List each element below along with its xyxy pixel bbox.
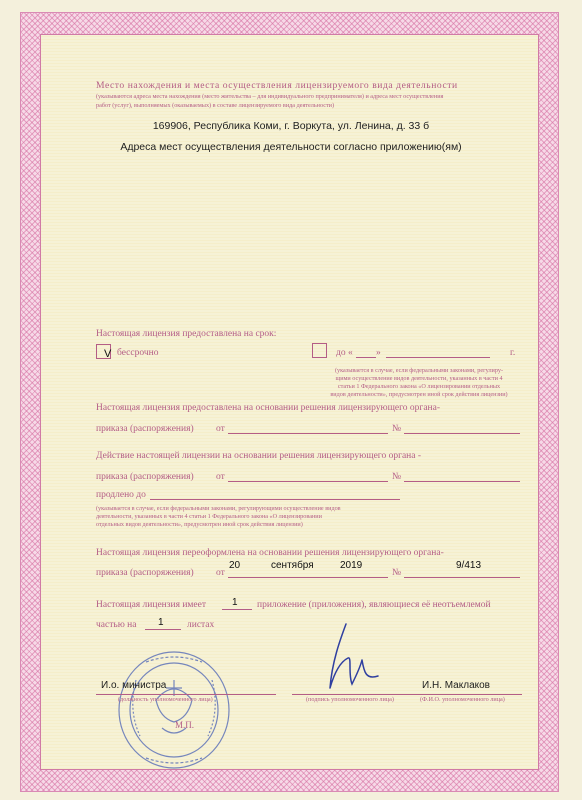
until-label: до « <box>336 348 353 358</box>
extended-until-label: продлено до <box>96 490 146 500</box>
reissue-number-line <box>404 577 520 578</box>
basis-number-line <box>404 433 520 434</box>
reissue-number-label: № <box>392 568 402 578</box>
location-heading: Место нахождения и места осуществления лицензируемого вида деятельности <box>96 80 458 91</box>
extension-line: Действие настоящей лицензии на основании решения лицензирующего органа - <box>96 451 422 461</box>
term-heading: Настоящая лицензия предоставлена на срок: <box>96 329 277 339</box>
reissue-month: сентября <box>271 560 314 571</box>
annex-count: 1 <box>232 597 238 608</box>
basis-date-line <box>228 433 388 434</box>
signer-position: И.о. министра <box>101 680 167 691</box>
annex-count-line <box>222 609 252 610</box>
reissue-date-line <box>228 577 388 578</box>
reissue-line: Настоящая лицензия переоформлена на основании решения лицензирующего органа- <box>96 548 444 558</box>
until-month-line <box>386 357 490 358</box>
term-note-4: видов деятельности», предусмотрен иной срок действия лицензии) <box>330 391 508 398</box>
position-hint: (должность уполномоченного лица) <box>118 696 213 703</box>
reissue-order-label: приказа (распоряжения) <box>96 568 194 578</box>
annex-text-before: Настоящая лицензия имеет <box>96 600 207 610</box>
stamp-label: М.П. <box>175 720 195 730</box>
extension-date-line <box>228 481 388 482</box>
until-checkbox <box>312 343 327 358</box>
extension-note-3: отдельных видов деятельности», предусмотрен иной срок действия лицензии) <box>96 521 303 528</box>
extended-until-line <box>150 499 400 500</box>
basis-from-label: от <box>216 424 225 434</box>
extension-number-label: № <box>392 472 402 482</box>
addresses-appendix: Адреса мест осуществления деятельности согласно приложению(ям) <box>120 141 462 153</box>
term-note-1: (указывается в случае, если федеральными законами, регулиру- <box>334 367 504 374</box>
official-stamp <box>116 640 236 770</box>
name-hint: (Ф.И.О. уполномоченного лица) <box>420 696 505 703</box>
license-address: 169906, Республика Коми, г. Воркута, ул. Ленина, д. 33 б <box>152 120 430 132</box>
extension-note-1: (указывается в случае, если федеральными законами, регулирующими осуществление видов <box>96 505 341 512</box>
annex-text-after: приложение (приложения), являющиеся её неотъемлемой <box>257 600 491 610</box>
reissue-number: 9/413 <box>456 560 482 571</box>
reissue-day: 20 <box>229 560 241 571</box>
until-quote-close: » <box>376 348 381 358</box>
extension-number-line <box>404 481 520 482</box>
annex-sheets-label: листах <box>187 620 215 630</box>
check-mark: V <box>104 348 112 360</box>
term-note-2: щими осуществление видов деятельности, указанных в части 4 <box>335 375 503 382</box>
term-note-3: статьи 1 Федерального закона «О лицензировании отдельных <box>337 383 501 390</box>
annex-sheets: 1 <box>158 617 164 628</box>
handwritten-signature <box>318 618 398 696</box>
signer-name: И.Н. Маклаков <box>422 680 490 691</box>
extension-note-2: деятельности, указанных в части 4 статьи 1 Федерального закона «О лицензировании <box>96 513 322 520</box>
indefinite-label: бессрочно <box>117 348 159 358</box>
position-line <box>96 694 276 695</box>
signature-hint: (подпись уполномоченного лица) <box>306 696 394 703</box>
reissue-from-label: от <box>216 568 225 578</box>
until-day-line <box>356 357 376 358</box>
extension-order-label: приказа (распоряжения) <box>96 472 194 482</box>
until-year-suffix: г. <box>510 348 516 358</box>
reissue-year: 2019 <box>340 560 363 571</box>
annex-part-label: частью на <box>96 620 137 630</box>
signature-line <box>292 694 410 695</box>
annex-sheets-line <box>145 629 181 630</box>
extension-from-label: от <box>216 472 225 482</box>
basis-line: Настоящая лицензия предоставлена на основании решения лицензирующего органа- <box>96 403 441 413</box>
location-hint-1: (указываются адреса места нахождения (место жительства – для индивидуального предпринимателя) и адреса мест осуществления <box>96 93 444 100</box>
basis-order-label: приказа (распоряжения) <box>96 424 194 434</box>
basis-number-label: № <box>392 424 402 434</box>
name-line <box>410 694 522 695</box>
location-hint-2: работ (услуг), выполняемых (оказываемых) в составе лицензируемого вида деятельности) <box>96 102 335 109</box>
